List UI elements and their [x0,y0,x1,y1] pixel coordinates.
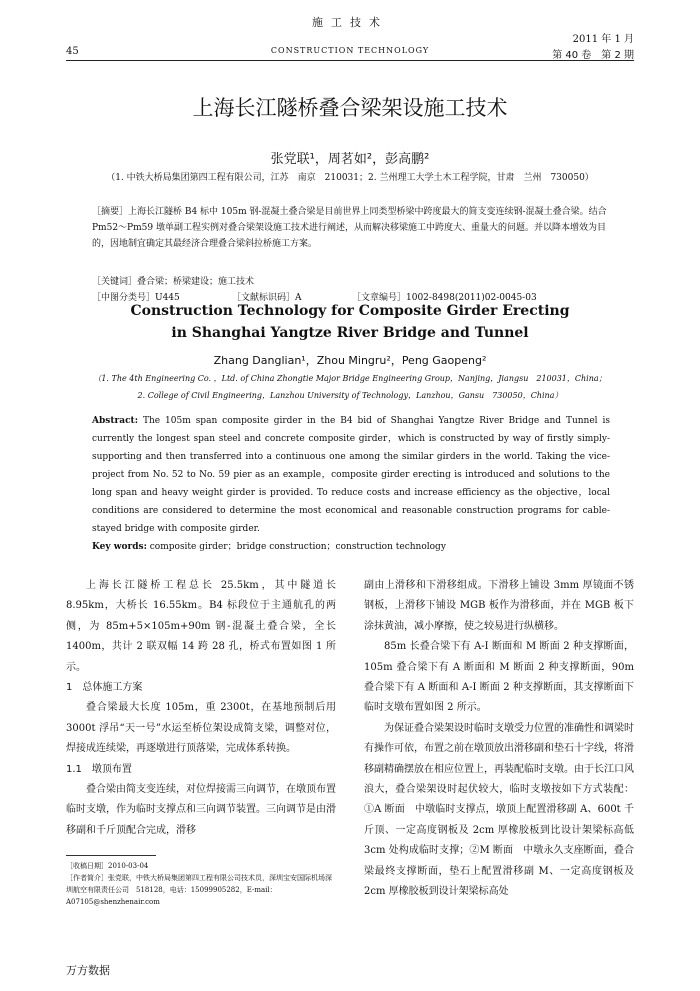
body-paragraph: 85m 长叠合梁下有 A-I 断面和 M 断面 2 种支撑断面，105m 叠合梁下有 A 断面和 M 断面 2 种支撑断面，90m 叠合梁下有 A 断面和 A-I 断面 2 种支撑断面，其支撑断面下临时支墩布置如图 2 所示。 [364,641,634,714]
body-column-left [66,576,336,841]
body-paragraph: 叠合梁由简支变连续，对位焊接需三向调节，在墩顶布置临时支墩，作为临时支撑点和三向调节装置。三向调节是由滑移副和千斤顶配合完成，滑移 [66,784,336,836]
article-title-en [0,300,700,344]
authors-en: Zhang Danglian¹，Zhou Mingru²，Peng Gaopeng² [213,354,487,367]
affiliation-cn: （1. 中铁大桥局集团第四工程有限公司，江苏 南京 210031；2. 兰州理工大学土木工程学院，甘肃 兰州 730050） [106,173,594,183]
affiliation-en-line1: （1. The 4th Engineering Co. ，Ltd. of China Zhongtie Major Bridge Engineering Group，Nanjing，Jiangsu 210031，China； [93,374,607,383]
article-id: ［文章编号］1002-8498(2011)02-0045-03 [352,293,537,303]
journal-title-en: CONSTRUCTION TECHNOLOGY [270,46,430,55]
affiliation-en [66,370,634,404]
article-title-en-line2: in Shanghai Yangtze River Bridge and Tunnel [171,325,529,341]
keywords-en-label: Key words: [92,542,147,552]
journal-title-cn: 施工技术 [312,16,388,29]
abstract-cn-text: ［摘要］上海长江隧桥 B4 标中 105m 钢-混凝土叠合梁是目前世界上同类型桥梁中跨度最大的简支变连续钢-混凝土叠合梁。结合 Pm52～Pm59 墩单副工程实例对叠合梁架设施工技术进行阐述，从而解决移梁施工中跨度大、重量大的问题。并以降本增效为目的，因地制宜确定其最经济合理叠合梁斜拉桥施工方案。 [92,207,607,249]
body-paragraph: 叠合梁最大长度 105m，重 2300t，在基地预制后用 3000t 浮吊“天一号”水运至桥位架设成简支梁，调整对位，焊接成连续梁，再逐墩进行顶落梁，完成体系转换。 [66,702,336,755]
body-column-right [364,576,634,903]
footnote-rule [66,855,156,856]
header-rule [66,60,634,61]
footnote [66,860,338,908]
body-paragraph: 副由上滑移和下滑移组成。下滑移上铺设 3mm 厚镜面不锈钢板，上滑移下铺设 MGB 板作为滑移面，并在 MGB 板下涂抹黄油，减小摩擦，使之较易进行纵横移。 [364,580,634,632]
clc-number: ［中图分类号］U445 [92,293,180,303]
abstract-cn [92,204,612,252]
volume-issue: 第 40 卷 第 2 期 [552,50,634,61]
received-date: ［收稿日期］2010-03-04 [66,862,149,870]
keywords-cn: ［关键词］叠合梁；桥梁建设；施工技术 [92,277,255,287]
abstract-en-label: Abstract: [92,416,139,426]
article-title-cn: 上海长江隧桥叠合梁架设施工技术 [192,96,508,120]
body-paragraph: 为保证叠合梁架设时临时支墩受力位置的准确性和调梁时有操作可依，布置之前在墩顶放出滑移副和垫石十字线，将滑移副精确摆放在相应位置上，再装配临时支墩。由于长江口风浪大，叠合梁架设时起伏较大，临时支墩按如下方式装配：①A 断面 中墩临时支撑点，墩顶上配置滑移副 A、600t 千斤顶、一定高度钢板及 2cm 厚橡胶板到比设计架梁标高低 3cm 处构成临时支撑；②M 断面 中墩永久支座断面，叠合梁最终支撑断面，垫石上配置滑移副 M、一定高度钢板及 2cm 厚橡胶板到设计架梁标高处 [364,722,634,898]
keywords-en-text: composite girder；bridge construction；construction technology [149,542,446,552]
authors-cn: 张党联¹，周茗如²，彭高鹏² [270,152,430,167]
article-title-en-line1: Construction Technology for Composite Girder Erecting [130,303,570,319]
abstract-en-text: The 105m span composite girder in the B4 bid of Shanghai Yangtze River Bridge and Tunnel is currently the longest span steel and concrete composite girder，which is constructed by way of firstly simply-supporting and then transferred into a continuous one among the similar girders in the world. Taking the vice-project from No. 52 to No. 59 pier as an example，composite girder erecting is introduced and solutions to the long span and heavy weight girder is provided. To reduce costs and increase efficiency as the objective，local conditions are considered to determine the most economical and reasonable construction programs for cable-stayed bridge with composite girder. [92,416,610,534]
affiliation-en-line2: 2. College of Civil Engineering，Lanzhou University of Technology，Lanzhou，Gansu 730050，China） [137,391,563,400]
section-heading: 1 总体施工方案 [66,682,143,694]
author-info: ［作者简介］张党联，中铁大桥局集团第四工程有限公司技术员，深圳宝安国际机场深圳航空有限责任公司 518128，电话：15099905282，E-mail：A07105@shenzhenair.com [66,874,332,906]
source-watermark: 万方数据 [66,964,110,977]
abstract-en [92,412,610,556]
document-code: ［文献标识码］A [232,293,302,303]
body-paragraph: 上海长江隧桥工程总长 25.5km，其中隧道长 8.95km，大桥长 16.55km。B4 标段位于主通航孔的两侧，为 85m+5×105m+90m 钢-混凝土叠合梁，全长 1400m，共计 2 联双幅 14 跨 28 孔，桥式布置如图 1 所示。 [66,580,336,673]
issue-date: 2011 年 1 月 [572,34,634,45]
page-number: 45 [66,46,79,57]
subsection-heading: 1.1 墩顶布置 [66,763,132,775]
